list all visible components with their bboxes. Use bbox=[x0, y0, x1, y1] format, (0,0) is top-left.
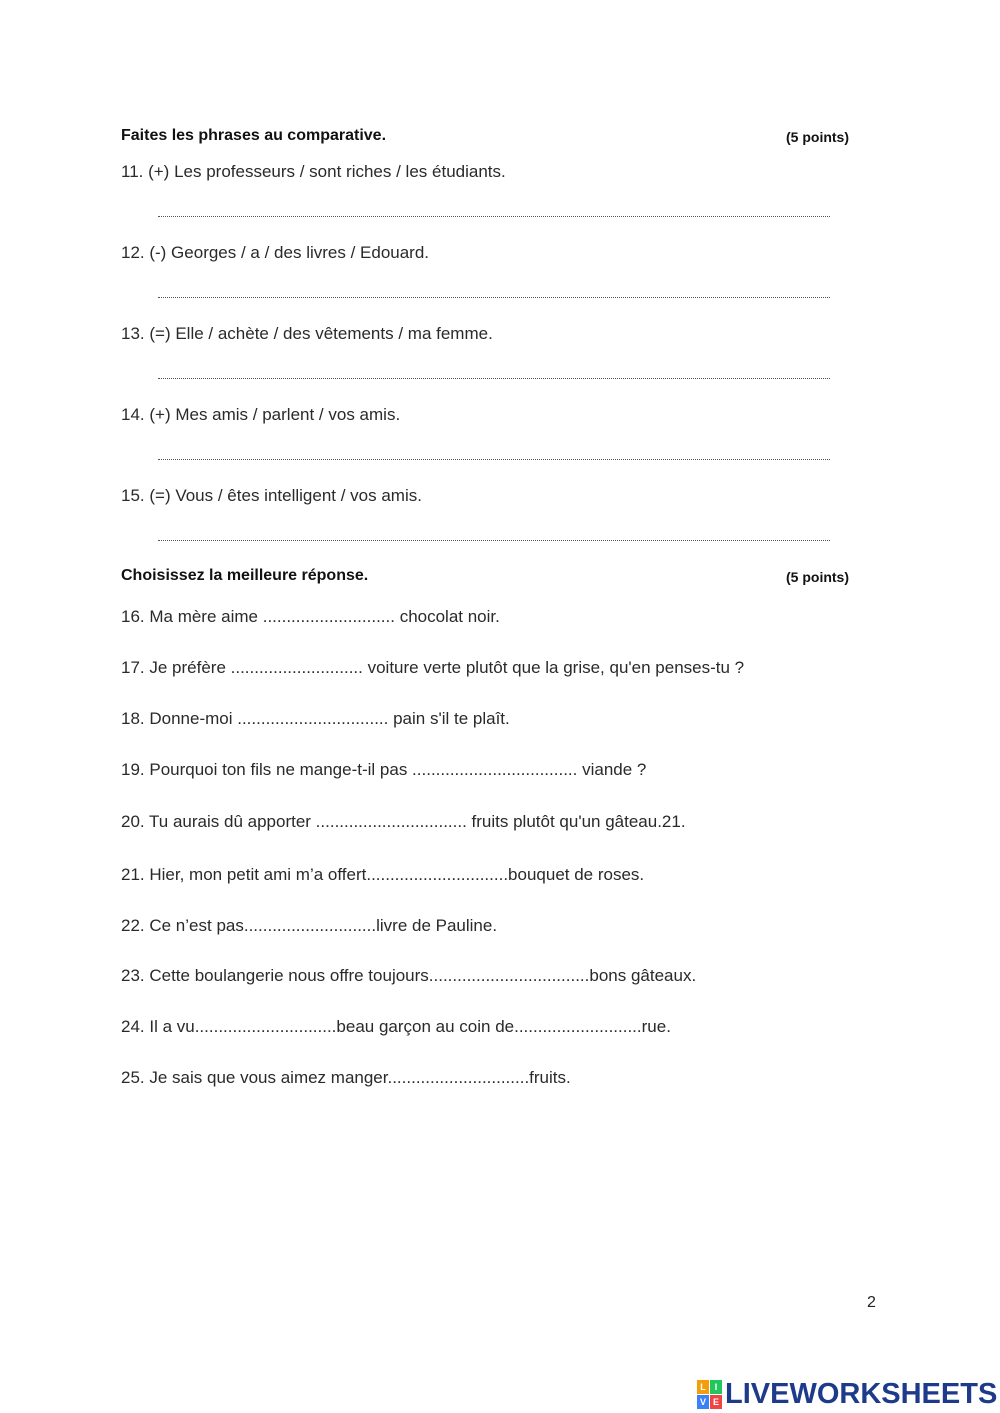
logo-letter: L bbox=[697, 1380, 709, 1394]
section-title-comparative: Faites les phrases au comparative. bbox=[121, 127, 387, 144]
answer-line-13[interactable] bbox=[158, 378, 830, 379]
question-13: 13. (=) Elle / achète / des vêtements / ma femme. bbox=[121, 324, 493, 343]
question-17[interactable]: 17. Je préfère ............................ voiture verte plutôt que la grise, qu'en penses-tu ? bbox=[121, 658, 745, 677]
section-points: (5 points) bbox=[786, 569, 849, 585]
question-16[interactable]: 16. Ma mère aime ............................ chocolat noir. bbox=[121, 607, 500, 626]
answer-line-12[interactable] bbox=[158, 297, 830, 298]
logo-letter: E bbox=[710, 1395, 722, 1409]
logo-letter: I bbox=[710, 1380, 722, 1394]
liveworksheets-logo bbox=[697, 1377, 997, 1411]
question-25[interactable]: 25. Je sais que vous aimez manger..............................fruits. bbox=[121, 1068, 571, 1087]
section-title-choose: Choisissez la meilleure réponse. bbox=[121, 567, 369, 584]
question-20[interactable]: 20. Tu aurais dû apporter ................................ fruits plutôt qu'un gâteau.21. bbox=[121, 812, 686, 831]
answer-line-14[interactable] bbox=[158, 459, 830, 460]
question-14: 14. (+) Mes amis / parlent / vos amis. bbox=[121, 405, 401, 424]
answer-line-15[interactable] bbox=[158, 540, 830, 541]
section-points: (5 points) bbox=[786, 129, 849, 145]
logo-text: LIVEWORKSHEETS bbox=[725, 1377, 998, 1410]
question-19[interactable]: 19. Pourquoi ton fils ne mange-t-il pas ................................... viande ? bbox=[121, 760, 647, 779]
question-23[interactable]: 23. Cette boulangerie nous offre toujours..................................bons gâteaux. bbox=[121, 966, 697, 985]
question-11: 11. (+) Les professeurs / sont riches / les étudiants. bbox=[121, 162, 506, 181]
logo-mark-icon bbox=[697, 1380, 722, 1409]
question-18[interactable]: 18. Donne-moi ................................ pain s'il te plaît. bbox=[121, 709, 510, 728]
question-15: 15. (=) Vous / êtes intelligent / vos amis. bbox=[121, 486, 422, 505]
question-12: 12. (-) Georges / a / des livres / Edouard. bbox=[121, 243, 430, 262]
logo-letter: V bbox=[697, 1395, 709, 1409]
answer-line-11[interactable] bbox=[158, 216, 830, 217]
question-21[interactable]: 21. Hier, mon petit ami m’a offert..............................bouquet de roses. bbox=[121, 865, 645, 884]
question-22[interactable]: 22. Ce n’est pas............................livre de Pauline. bbox=[121, 916, 498, 935]
page-number: 2 bbox=[867, 1294, 876, 1311]
question-24[interactable]: 24. Il a vu..............................beau garçon au coin de...........................rue. bbox=[121, 1017, 671, 1036]
